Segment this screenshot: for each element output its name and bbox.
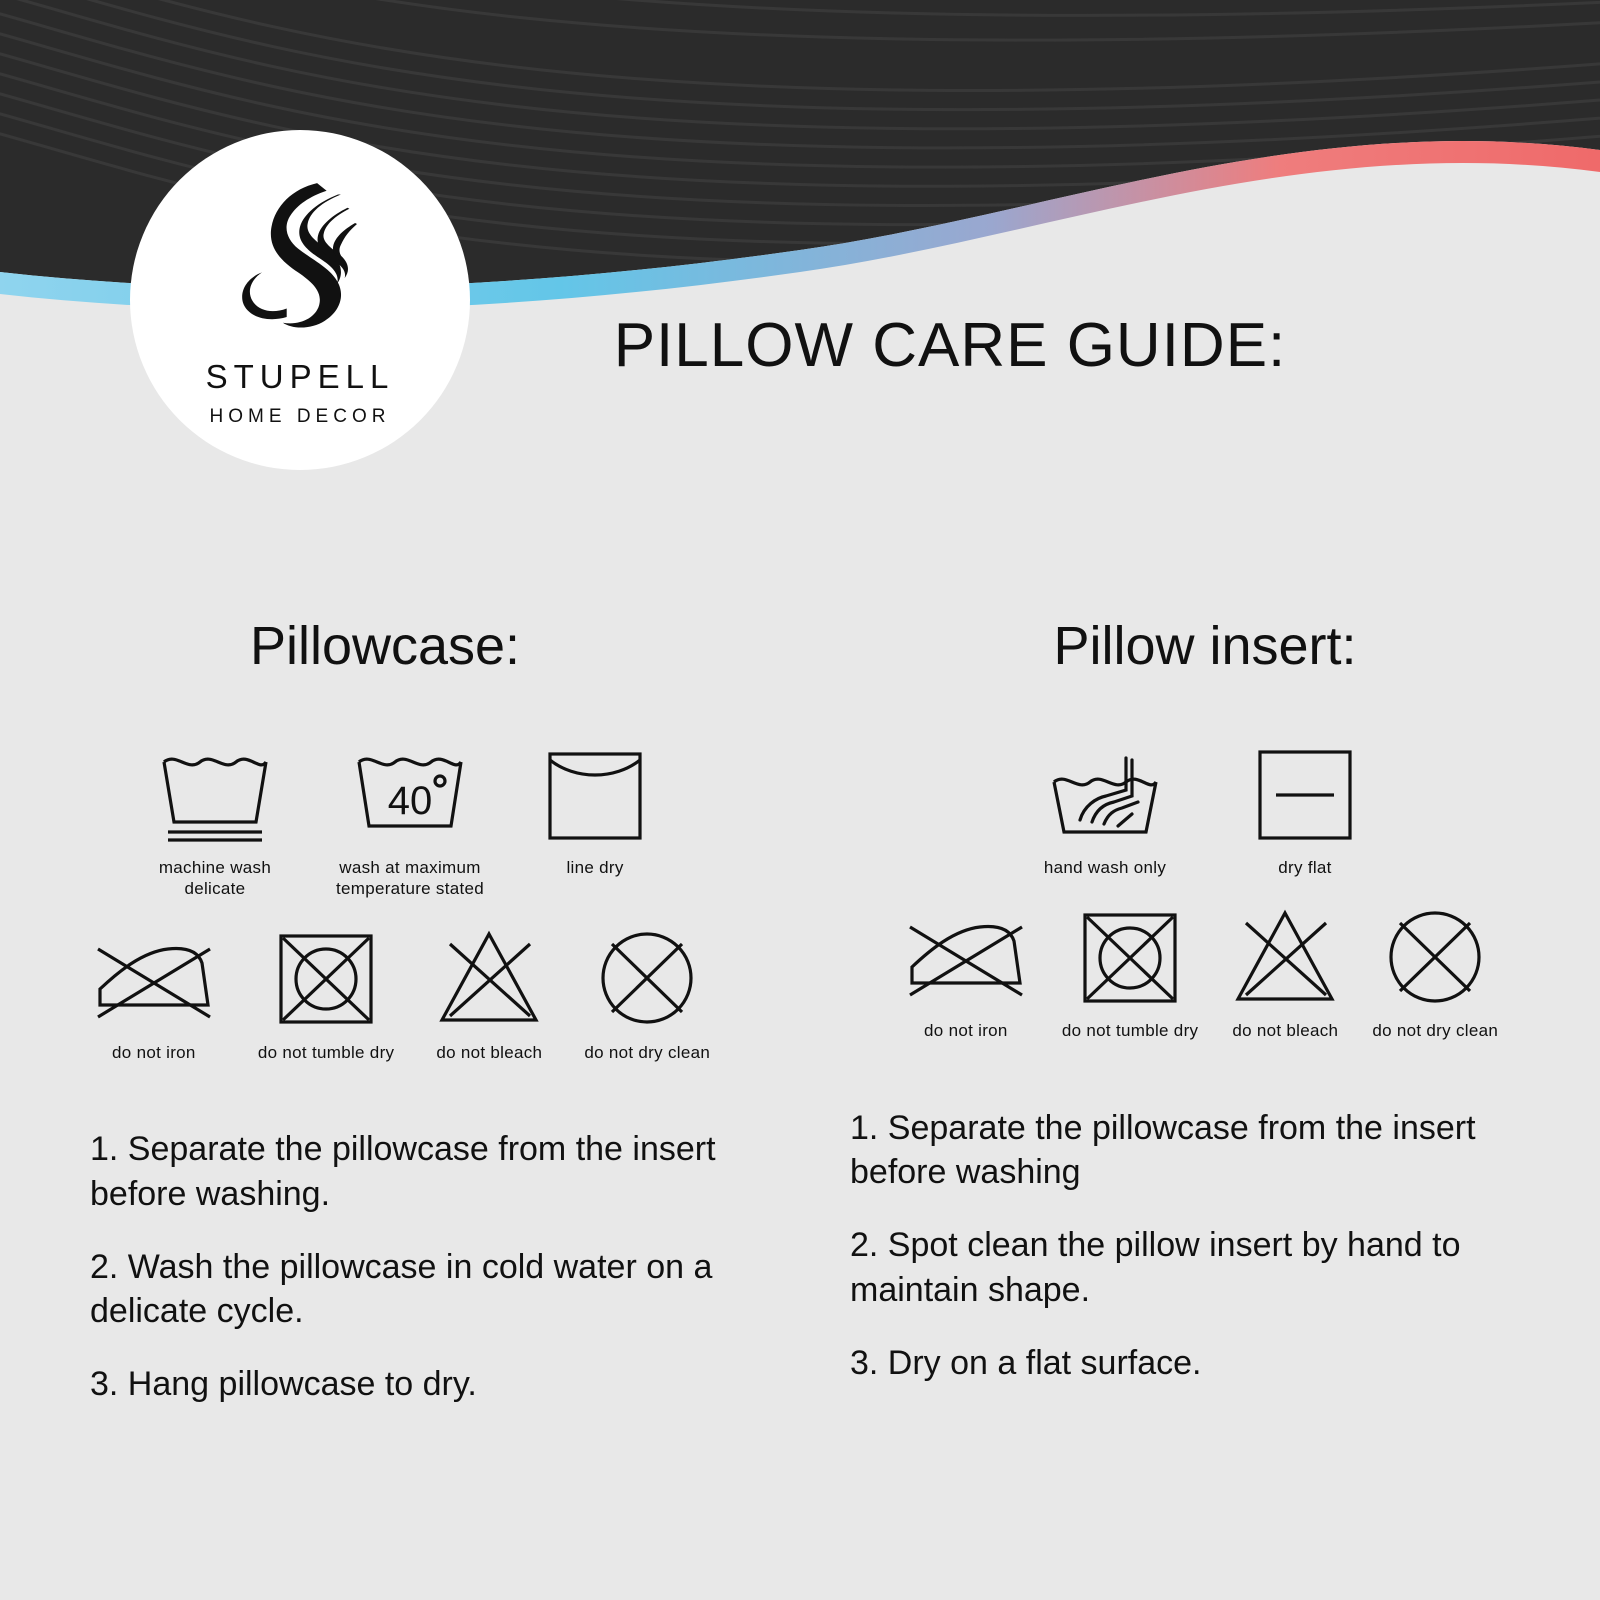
- machine-wash-delicate-icon: [150, 737, 280, 847]
- step-item: 1. Separate the pillowcase from the insert before washing: [850, 1108, 1476, 1192]
- caption-wash-max-temperature: wash at maximum temperature stated: [335, 858, 485, 899]
- symbol-hand-wash-only: [1040, 737, 1170, 878]
- symbol-do-not-bleach: [1230, 900, 1340, 1041]
- steps-pillowcase: [0, 1127, 800, 1407]
- symbol-line-dry: [540, 737, 650, 878]
- caption-do-not-bleach: do not bleach: [436, 1042, 543, 1062]
- column-title-pillowcase: Pillowcase:: [249, 616, 521, 676]
- symbol-row-wash: [800, 737, 1600, 878]
- step-item: 1. Separate the pillowcase from the insert before washing.: [90, 1129, 716, 1213]
- do-not-dry-clean-icon: [1380, 900, 1490, 1010]
- symbol-do-not-tumble-dry: [1062, 900, 1198, 1041]
- do-not-tumble-dry-icon: [271, 922, 381, 1032]
- page-title: PILLOW CARE GUIDE:: [613, 311, 1287, 380]
- do-not-tumble-dry-icon: [1075, 900, 1185, 1010]
- caption-do-not-bleach: do not bleach: [1232, 1021, 1339, 1041]
- caption-dry-flat: dry flat: [1278, 858, 1332, 877]
- symbol-machine-wash-delicate: [150, 737, 280, 900]
- symbol-wash-max-temperature: [336, 737, 484, 900]
- brand-name: STUPELL: [205, 358, 395, 395]
- do-not-iron-icon: [902, 900, 1030, 1010]
- hand-wash-only-icon: [1040, 737, 1170, 847]
- symbol-rows-pillowcase: [0, 737, 800, 1063]
- symbol-do-not-dry-clean: [584, 922, 710, 1063]
- symbol-row-prohibited: [0, 922, 800, 1063]
- do-not-bleach-icon: [1230, 900, 1340, 1010]
- column-title-pillow-insert: Pillow insert:: [1053, 616, 1357, 676]
- caption-do-not-dry-clean: do not dry clean: [584, 1042, 711, 1062]
- care-columns: [0, 615, 1600, 1435]
- step-item: 3. Dry on a flat surface.: [850, 1344, 1202, 1382]
- step-item: 3. Hang pillowcase to dry.: [90, 1365, 477, 1404]
- symbol-do-not-iron: [90, 922, 218, 1063]
- caption-machine-wash-delicate: machine wash delicate: [158, 858, 272, 899]
- symbol-do-not-tumble-dry: [258, 922, 394, 1063]
- symbol-dry-flat: [1250, 737, 1360, 878]
- caption-do-not-iron: do not iron: [112, 1042, 196, 1062]
- symbol-do-not-iron: [902, 900, 1030, 1041]
- caption-hand-wash-only: hand wash only: [1043, 858, 1167, 877]
- dry-flat-icon: [1250, 737, 1360, 847]
- brand-tagline: HOME DECOR: [209, 406, 391, 427]
- caption-line-dry: line dry: [566, 858, 624, 877]
- caption-do-not-iron: do not iron: [924, 1021, 1008, 1041]
- symbol-row-wash: [0, 737, 800, 900]
- line-dry-icon: [540, 737, 650, 847]
- symbol-do-not-bleach: [434, 922, 544, 1063]
- column-pillow-insert: [800, 615, 1600, 1435]
- symbol-do-not-dry-clean: [1372, 900, 1498, 1041]
- symbol-row-prohibited: [800, 900, 1600, 1041]
- step-item: 2. Wash the pillowcase in cold water on a delicate cycle.: [90, 1247, 713, 1331]
- symbol-rows-pillow-insert: [800, 737, 1600, 1042]
- caption-do-not-dry-clean: do not dry clean: [1372, 1021, 1499, 1041]
- caption-do-not-tumble-dry: do not tumble dry: [257, 1042, 395, 1062]
- brand-logo-badge: [130, 130, 470, 470]
- column-pillowcase: [0, 615, 800, 1435]
- step-item: 2. Spot clean the pillow insert by hand to maintain shape.: [850, 1226, 1461, 1310]
- svg-text:40: 40: [387, 778, 433, 823]
- do-not-iron-icon: [90, 922, 218, 1032]
- stupell-swirl-logo-icon: [205, 166, 395, 356]
- caption-do-not-tumble-dry: do not tumble dry: [1061, 1021, 1199, 1041]
- do-not-dry-clean-icon: [592, 922, 702, 1032]
- wash-max-temperature-40-icon: [345, 737, 475, 847]
- steps-pillow-insert: [800, 1106, 1600, 1386]
- do-not-bleach-icon: [434, 922, 544, 1032]
